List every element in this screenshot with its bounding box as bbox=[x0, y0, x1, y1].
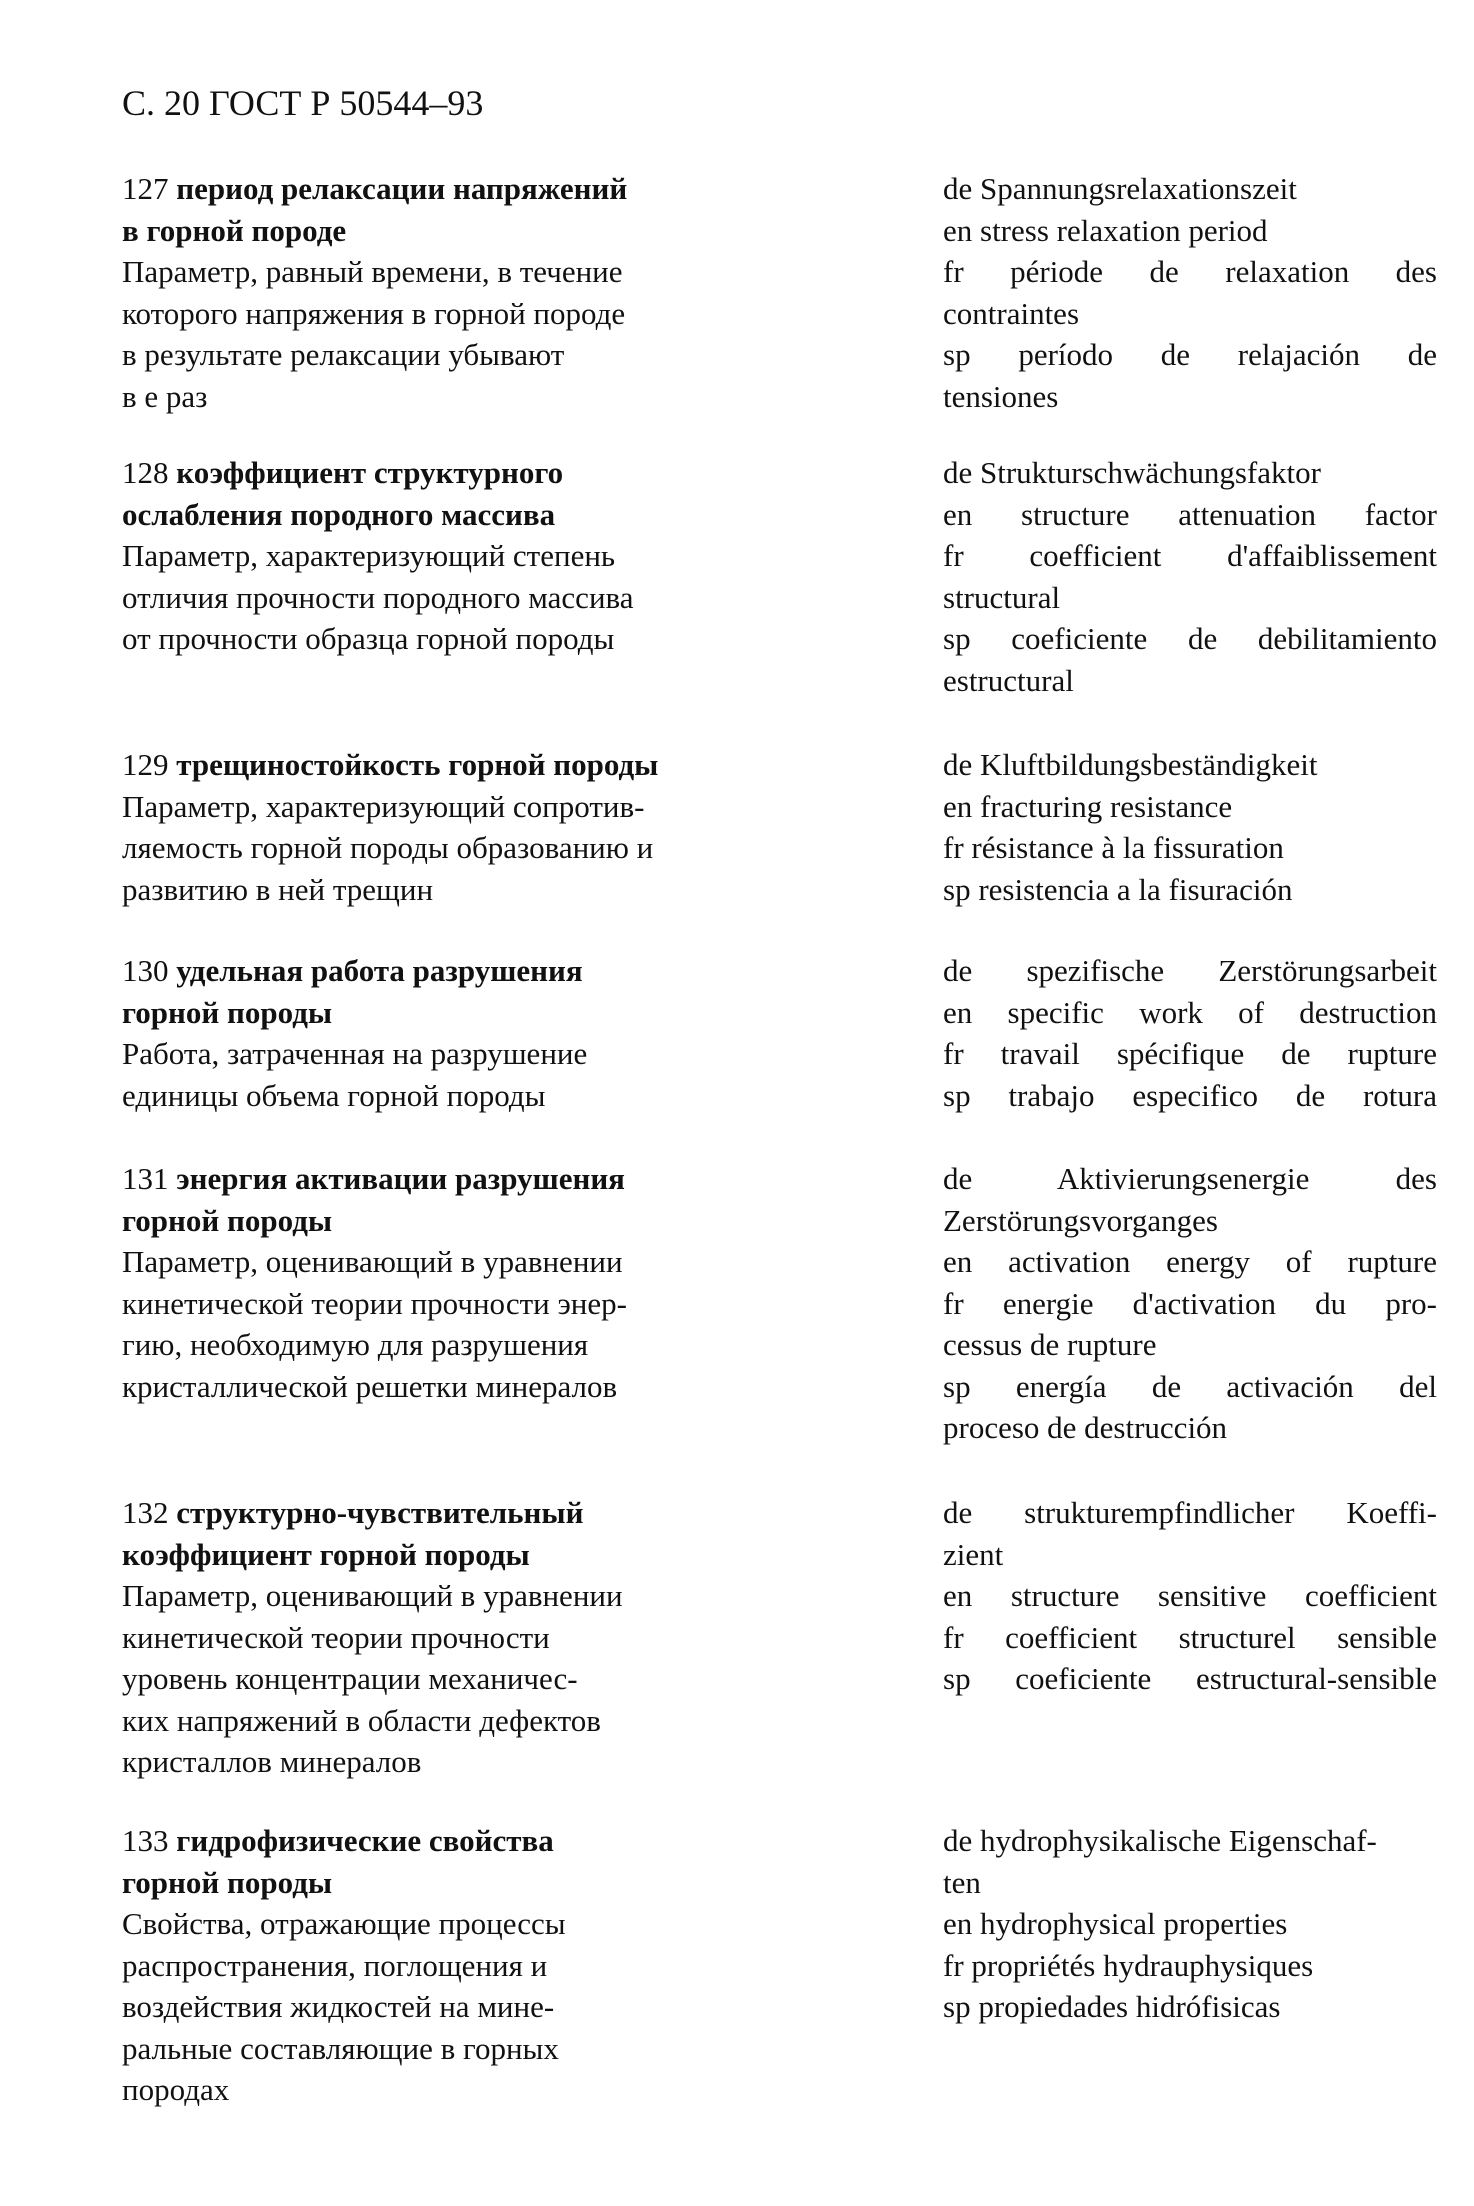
translation-line: Zerstörungsvorganges bbox=[943, 1202, 1218, 1238]
translations-column bbox=[943, 452, 1437, 701]
translation-line: de Kluftbildungsbeständigkeit bbox=[943, 747, 1318, 782]
definition-line: в результате релаксации убывают bbox=[122, 337, 565, 372]
definition-line: ляемость горной породы образованию и bbox=[122, 830, 654, 865]
term-number: 129 bbox=[122, 747, 169, 782]
term-heading bbox=[122, 1158, 782, 1200]
definition-line: Свойства, отражающие процессы bbox=[122, 1906, 566, 1941]
term-title: трещиностойкость горной породы bbox=[176, 747, 659, 782]
definition-line: Работа, затраченная на разрушение bbox=[122, 1036, 588, 1071]
translation-line: contraintes bbox=[943, 295, 1080, 331]
russian-column bbox=[122, 950, 782, 1116]
definition-line: единицы объема горной породы bbox=[122, 1077, 546, 1113]
translation-line: en fracturing resistance bbox=[943, 788, 1233, 824]
translation-line: sp coeficiente estructural-sensible bbox=[943, 1661, 1437, 1696]
translations-column bbox=[943, 1492, 1437, 1700]
translation-line: sp resistencia a la fisuración bbox=[943, 871, 1293, 907]
translation-line: en structure attenuation factor bbox=[943, 496, 1437, 532]
translation-line: de strukturempfindlicher Koeffi- bbox=[943, 1495, 1437, 1530]
term-title: энергия активации разрушения bbox=[176, 1161, 625, 1196]
translation-line: de Spannungsrelaxationszeit bbox=[943, 171, 1297, 206]
definition-line: ких напряжений в области дефектов bbox=[122, 1702, 601, 1738]
term-title: коэффициент структурного bbox=[176, 455, 564, 490]
term-title: структурно-чувствительный bbox=[176, 1495, 584, 1530]
translation-line: structural bbox=[943, 579, 1061, 615]
translation-line: proceso de destrucción bbox=[943, 1410, 1228, 1445]
russian-column bbox=[122, 452, 782, 660]
term-number: 130 bbox=[122, 953, 169, 988]
term-heading bbox=[122, 1820, 782, 1862]
definition-line: кинетической теории прочности bbox=[122, 1619, 550, 1655]
definition-line: Параметр, характеризующий степень bbox=[122, 538, 616, 573]
translation-line: de Aktivierungsenergie des bbox=[943, 1161, 1437, 1196]
translation-line: en stress relaxation period bbox=[943, 212, 1268, 248]
translation-line: de hydrophysikalische Eigenschaf- bbox=[943, 1823, 1377, 1858]
definition-line: воздействия жидкостей на мине- bbox=[122, 1989, 555, 2024]
definition-line: кристаллической решетки минералов bbox=[122, 1368, 618, 1404]
term-title-continued: горной породы bbox=[122, 994, 333, 1030]
definition-line: кинетической теории прочности энер- bbox=[122, 1285, 627, 1321]
definition-line: распространения, поглощения и bbox=[122, 1947, 548, 1983]
definition-line: кристаллов минералов bbox=[122, 1744, 422, 1779]
translation-line: estructural bbox=[943, 662, 1074, 698]
definition-line: Параметр, характеризующий сопротив- bbox=[122, 788, 645, 824]
russian-column bbox=[122, 168, 782, 417]
definition-line: ральные составляющие в горных bbox=[122, 2030, 559, 2066]
translation-line: en specific work of destruction bbox=[943, 994, 1437, 1030]
translations-column bbox=[943, 950, 1437, 1116]
translation-line: fr travail spécifique de rupture bbox=[943, 1036, 1437, 1071]
term-number: 127 bbox=[122, 171, 169, 206]
translation-line: en activation energy of rupture bbox=[943, 1244, 1437, 1279]
russian-column bbox=[122, 744, 782, 910]
translation-line: fr energie d'activation du pro- bbox=[943, 1285, 1437, 1321]
term-heading bbox=[122, 744, 782, 786]
term-title-continued: в горной породе bbox=[122, 212, 347, 248]
term-number: 132 bbox=[122, 1495, 169, 1530]
term-title-continued: горной породы bbox=[122, 1864, 333, 1900]
term-title-continued: горной породы bbox=[122, 1202, 333, 1238]
translation-line: fr période de relaxation des bbox=[943, 254, 1437, 289]
translation-line: ten bbox=[943, 1864, 981, 1900]
definition-line: породах bbox=[122, 2072, 230, 2107]
definition-line: развитию в ней трещин bbox=[122, 871, 434, 907]
term-title-continued: ослабления породного массива bbox=[122, 496, 556, 532]
term-number: 133 bbox=[122, 1823, 169, 1858]
translation-line: sp energía de activación del bbox=[943, 1368, 1437, 1404]
term-number: 131 bbox=[122, 1161, 169, 1196]
term-number: 128 bbox=[122, 455, 169, 490]
translation-line: zient bbox=[943, 1536, 1004, 1572]
definition-line: Параметр, оценивающий в уравнении bbox=[122, 1578, 623, 1613]
term-title: удельная работа разрушения bbox=[176, 953, 583, 988]
term-heading bbox=[122, 950, 782, 992]
term-title: гидрофизические свойства bbox=[176, 1823, 554, 1858]
translation-line: fr coefficient structurel sensible bbox=[943, 1619, 1437, 1655]
translation-line: de spezifische Zerstörungsarbeit bbox=[943, 953, 1437, 988]
translation-line: fr propriétés hydrauphysiques bbox=[943, 1947, 1314, 1983]
russian-column bbox=[122, 1492, 782, 1783]
translation-line: de Strukturschwächungsfaktor bbox=[943, 455, 1321, 490]
translation-line: fr coefficient d'affaiblissement bbox=[943, 538, 1437, 573]
term-title: период релаксации напряжений bbox=[176, 171, 628, 206]
translation-line: sp trabajo especifico de rotura bbox=[943, 1077, 1437, 1113]
translation-line: sp coeficiente de debilitamiento bbox=[943, 621, 1437, 656]
translation-line: sp período de relajación de bbox=[943, 337, 1437, 372]
term-heading bbox=[122, 1492, 782, 1534]
russian-column bbox=[122, 1158, 782, 1407]
page-header: С. 20 ГОСТ Р 50544–93 bbox=[122, 83, 484, 123]
definition-line: Параметр, оценивающий в уравнении bbox=[122, 1244, 623, 1279]
translations-column bbox=[943, 744, 1437, 910]
definition-line: гию, необходимую для разрушения bbox=[122, 1327, 589, 1362]
translation-line: en hydrophysical properties bbox=[943, 1906, 1288, 1941]
translation-line: fr résistance à la fissuration bbox=[943, 830, 1284, 865]
translations-column bbox=[943, 1158, 1437, 1449]
definition-line: от прочности образца горной породы bbox=[122, 621, 615, 656]
definition-line: Параметр, равный времени, в течение bbox=[122, 254, 623, 289]
term-heading bbox=[122, 452, 782, 494]
translations-column bbox=[943, 1820, 1437, 2028]
term-heading bbox=[122, 168, 782, 210]
translation-line: tensiones bbox=[943, 378, 1059, 414]
definition-line: в e раз bbox=[122, 378, 208, 414]
translation-line: sp propiedades hidrófisicas bbox=[943, 1989, 1281, 2024]
russian-column bbox=[122, 1820, 782, 2111]
definition-line: отличия прочности породного массива bbox=[122, 579, 634, 615]
term-title-continued: коэффициент горной породы bbox=[122, 1536, 530, 1572]
definition-line: уровень концентрации механичес- bbox=[122, 1661, 578, 1696]
translation-line: en structure sensitive coefficient bbox=[943, 1578, 1437, 1613]
definition-line: которого напряжения в горной породе bbox=[122, 295, 626, 331]
translation-line: cessus de rupture bbox=[943, 1327, 1157, 1362]
translations-column bbox=[943, 168, 1437, 417]
